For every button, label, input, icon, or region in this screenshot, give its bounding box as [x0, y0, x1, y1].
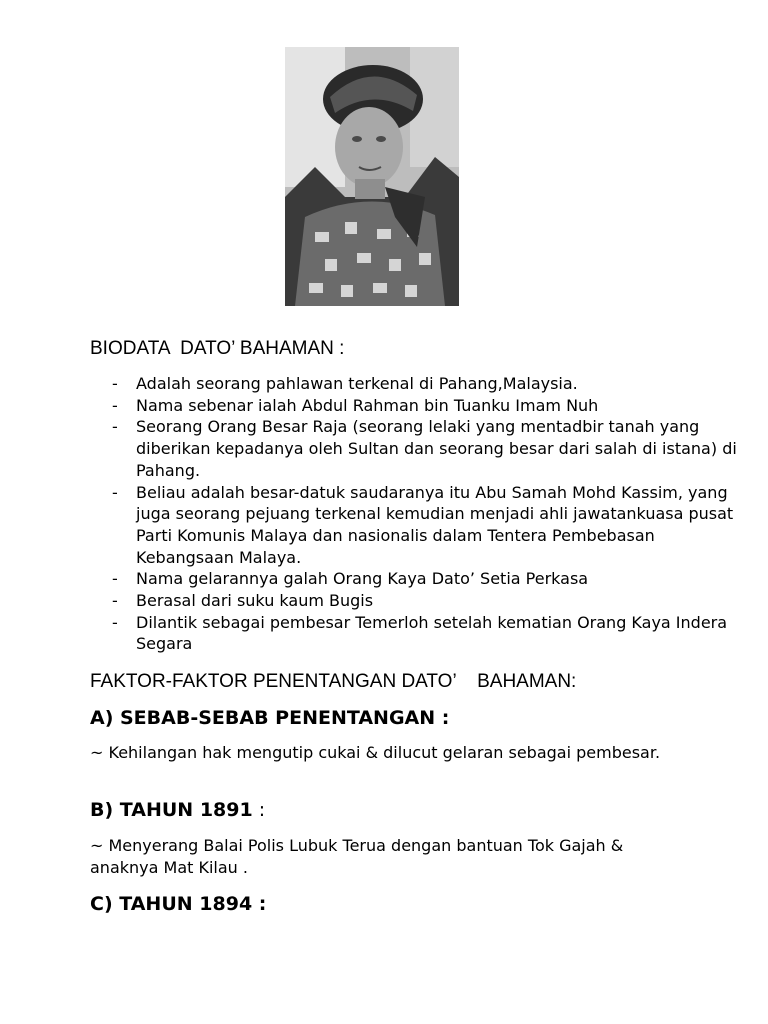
- section-a-text: ~ Kehilangan hak mengutip cukai & dilucut gelaran sebagai pembesar.: [90, 743, 661, 762]
- list-dash: -: [112, 482, 118, 502]
- biodata-heading: BIODATA DATO’ BAHAMAN :: [90, 338, 345, 359]
- list-item-text: Seorang Orang Besar Raja (seorang lelaki yang mentadbir tanah yang diberikan kepadanya oleh Sultan dan seorang besar dari salah di istana) di Pahang.: [136, 417, 737, 480]
- section-b-heading-colon: :: [252, 799, 266, 821]
- list-item-text: Nama gelarannya galah Orang Kaya Dato’ Setia Perkasa: [136, 569, 589, 589]
- list-dash: -: [112, 395, 118, 415]
- list-dash: -: [112, 591, 118, 611]
- list-item: [112, 482, 752, 569]
- list-item-text: Beliau adalah besar-datuk saudaranya itu Abu Samah Mohd Kassim, yang juga seorang pejuang terkenal kemudian menjadi ahli jawatankuasa pusat Parti Komunis Malaya dan nasionalis dalam Tentera Pembebasan Kebangsaan Malaya.: [136, 482, 734, 567]
- list-item: [112, 373, 752, 395]
- section-b-text: ~ Menyerang Balai Polis Lubuk Terua dengan bantuan Tok Gajah & anaknya Mat Kilau .: [90, 836, 624, 877]
- list-item: [112, 416, 752, 481]
- list-dash: -: [112, 417, 118, 437]
- list-dash: -: [112, 612, 118, 632]
- section-a-heading: A) SEBAB-SEBAB PENENTANGAN :: [90, 707, 450, 729]
- list-item-text: Berasal dari suku kaum Bugis: [136, 591, 374, 611]
- portrait-image: [285, 47, 459, 306]
- list-item: [112, 568, 752, 590]
- list-item-text: Adalah seorang pahlawan terkenal di Pahang,Malaysia.: [136, 374, 578, 393]
- list-item: [112, 395, 752, 417]
- list-dash: -: [112, 569, 118, 589]
- factors-heading: FAKTOR-FAKTOR PENENTANGAN DATO’ BAHAMAN:: [90, 671, 577, 692]
- section-b-heading-label: B) TAHUN 1891: [90, 799, 253, 821]
- list-item-text: Nama sebenar ialah Abdul Rahman bin Tuanku Imam Nuh: [136, 395, 599, 415]
- biodata-list: [112, 373, 752, 655]
- list-item: [112, 612, 752, 655]
- section-b-heading: [90, 798, 265, 822]
- list-item: [112, 590, 752, 612]
- portrait-photo: [285, 47, 459, 306]
- section-c-heading: C) TAHUN 1894 :: [90, 893, 267, 915]
- list-item-text: Dilantik sebagai pembesar Temerloh setelah kematian Orang Kaya Indera Segara: [136, 612, 728, 654]
- list-dash: -: [112, 374, 118, 393]
